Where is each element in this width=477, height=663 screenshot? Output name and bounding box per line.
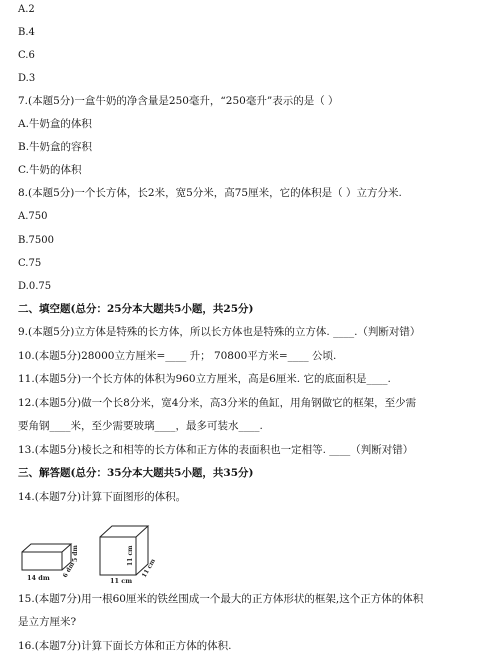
cuboid-shape	[22, 544, 71, 570]
q8-option-c: C.75	[18, 258, 42, 269]
q7-option-b: B.牛奶盒的容积	[18, 141, 93, 153]
cube-depth-label: 11 cm	[140, 557, 157, 579]
question-9: 9.(本题5分)立方体是特殊的长方体，所以长方体也是特殊的立方体. ____.（判断对错）	[18, 326, 421, 338]
q7-option-a: A.牛奶盒的体积	[18, 118, 92, 130]
cuboid-width-label: 6 dm	[61, 560, 77, 579]
cube-shape	[100, 526, 148, 575]
q8-option-a: A.750	[18, 211, 48, 222]
section-fill-blank-heading: 二、填空题(总分：25分本大题共5小题，共25分)	[18, 303, 254, 315]
volume-figure	[18, 524, 168, 590]
cuboid-height-label: 5 dm	[72, 545, 79, 562]
line-a2: A.2	[18, 4, 35, 15]
question-15-cont: 是立方厘米?	[18, 616, 77, 628]
question-16: 16.(本题7分)计算下面长方体和正方体的体积.	[18, 640, 232, 652]
question-15: 15.(本题7分)用一根60厘米的铁丝围成一个最大的正方体形状的框架,这个正方体的体积	[18, 593, 424, 605]
q8-option-b: B.7500	[18, 235, 54, 246]
cube-bottom-label: 11 cm	[110, 577, 133, 585]
question-7: 7.(本题5分)一盒牛奶的净含量是250毫升，“250毫升”表示的是（ ）	[18, 95, 339, 107]
question-13: 13.(本题5分)棱长之和相等的长方体和正方体的表面积也一定相等. ____（判断对错）	[18, 444, 414, 456]
question-12: 12.(本题5分)做一个长8分米，宽4分米，高3分米的鱼缸，用角钢做它的框架，至少需	[18, 397, 417, 409]
question-11: 11.(本题5分)一个长方体的体积为960立方厘米，高是6厘米. 它的底面积是____.	[18, 373, 391, 385]
question-10: 10.(本题5分)28000立方厘米=____ 升； 70800平方米=____ 公顷.	[18, 350, 337, 362]
question-14: 14.(本题7分)计算下面图形的体积。	[18, 491, 187, 503]
line-d3: D.3	[18, 73, 36, 84]
cuboid-length-label: 14 dm	[27, 574, 50, 582]
q7-option-c: C.牛奶的体积	[18, 164, 82, 176]
cube-vertical-label: 11 cm	[127, 545, 134, 566]
section-solve-heading: 三、解答题(总分：35分本大题共5小题，共35分)	[18, 467, 254, 479]
q8-option-d: D.0.75	[18, 281, 52, 292]
line-c6: C.6	[18, 50, 35, 61]
line-b4: B.4	[18, 27, 35, 38]
question-12-cont: 要角钢____米，至少需要玻璃____，最多可装水____.	[18, 420, 263, 432]
question-8: 8.(本题5分)一个长方体，长2米，宽5分米，高75厘米，它的体积是（ ）立方分米.	[18, 187, 402, 199]
